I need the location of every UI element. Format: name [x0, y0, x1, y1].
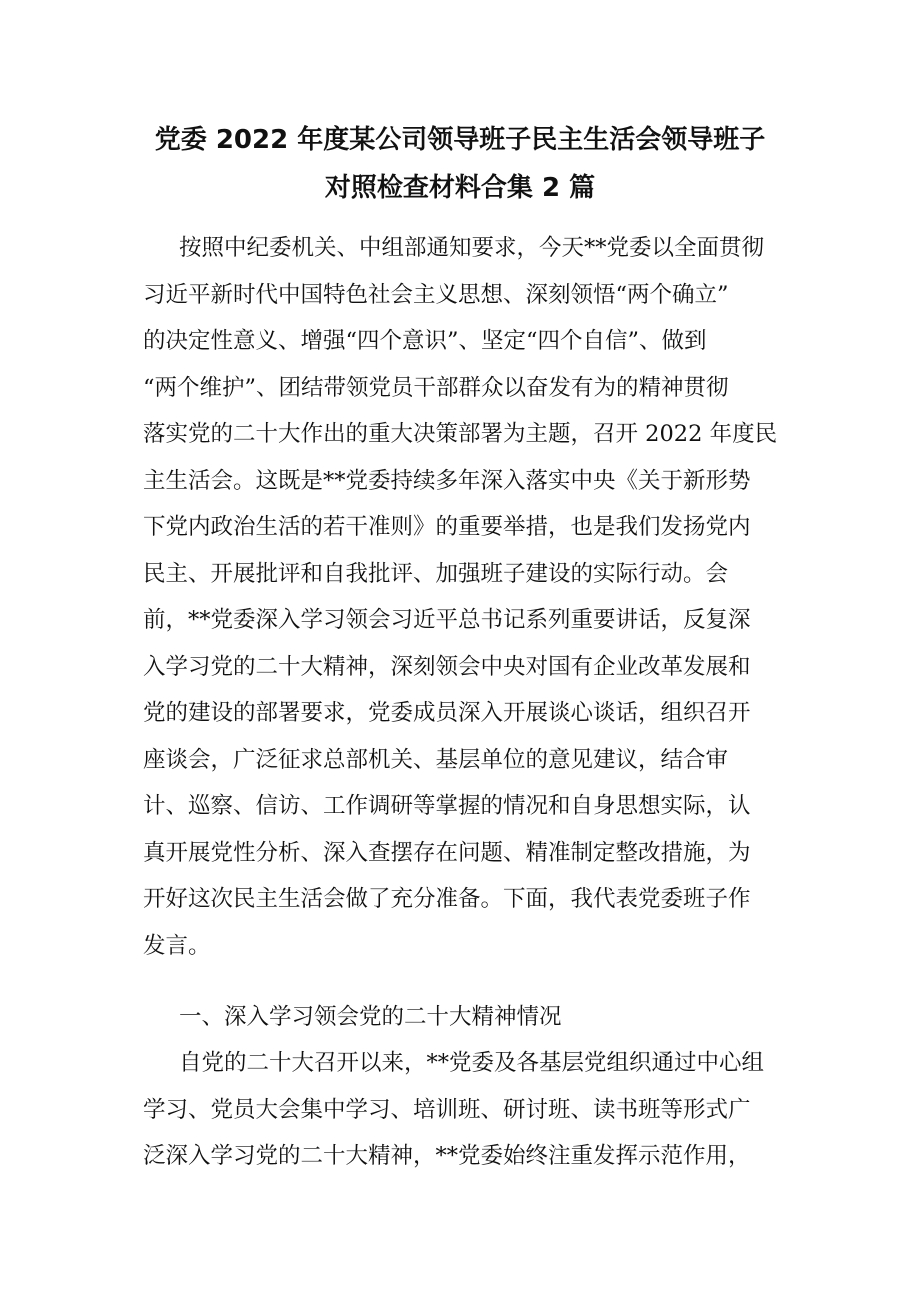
- paragraph-line: 学习、党员大会集中学习、培训班、研讨班、读书班等形式广: [143, 1096, 751, 1123]
- document-title-line-1: 党委 2022 年度某公司领导班子民主生活会领导班子: [154, 125, 766, 155]
- paragraph-line: 的决定性意义、增强“四个意识”、坚定“四个自信”、做到: [143, 328, 707, 354]
- paragraph-line: 泛深入学习党的二十大精神，**党委始终注重发挥示范作用，: [143, 1143, 751, 1169]
- paragraph-line: 主生活会。这既是**党委持续多年深入落实中央《关于新形势: [143, 467, 751, 494]
- document-title-line-2: 对照检查材料合集 2 篇: [324, 173, 596, 203]
- paragraph-line: 开好这次民主生活会做了充分准备。下面，我代表党委班子作: [143, 886, 751, 912]
- paragraph-line: 计、巡察、信访、工作调研等掌握的情况和自身思想实际，认: [143, 793, 751, 819]
- paragraph-line: 党的建设的部署要求，党委成员深入开展谈心谈话，组织召开: [143, 700, 751, 726]
- section-heading: 一、深入学习领会党的二十大精神情况: [179, 1004, 562, 1030]
- paragraph-line: 落实党的二十大作出的重大决策部署为主题，召开 2022 年度民: [143, 421, 778, 447]
- section-heading-block: [143, 994, 783, 1041]
- section-paragraph: [143, 1040, 783, 1180]
- paragraph-line: 下党内政治生活的若干准则》的重要举措，也是我们发扬党内: [143, 514, 751, 540]
- paragraph-line: “两个维护”、团结带领党员干部群众以奋发有为的精神贯彻: [143, 374, 729, 401]
- paragraph-line: 习近平新时代中国特色社会主义思想、深刻领悟“两个确立”: [143, 281, 729, 308]
- paragraph-line: 自党的二十大召开以来，**党委及各基层党组织通过中心组: [179, 1050, 765, 1076]
- paragraph-line: 按照中纪委机关、中组部通知要求，今天**党委以全面贯彻: [179, 235, 765, 261]
- paragraph-line: 前，**党委深入学习领会习近平总书记系列重要讲话，反复深: [143, 607, 751, 633]
- paragraph-line: 入学习党的二十大精神，深刻领会中央对国有企业改革发展和: [143, 653, 751, 680]
- paragraph-line: 发言。: [143, 932, 211, 959]
- paragraph-line: 座谈会，广泛征求总部机关、基层单位的意见建议，结合审: [143, 746, 729, 773]
- paragraph-line: 民主、开展批评和自我批评、加强班子建设的实际行动。会: [143, 560, 729, 587]
- intro-paragraph: [143, 225, 783, 969]
- paragraph-line: 真开展党性分析、深入查摆存在问题、精准制定整改措施，为: [143, 839, 751, 866]
